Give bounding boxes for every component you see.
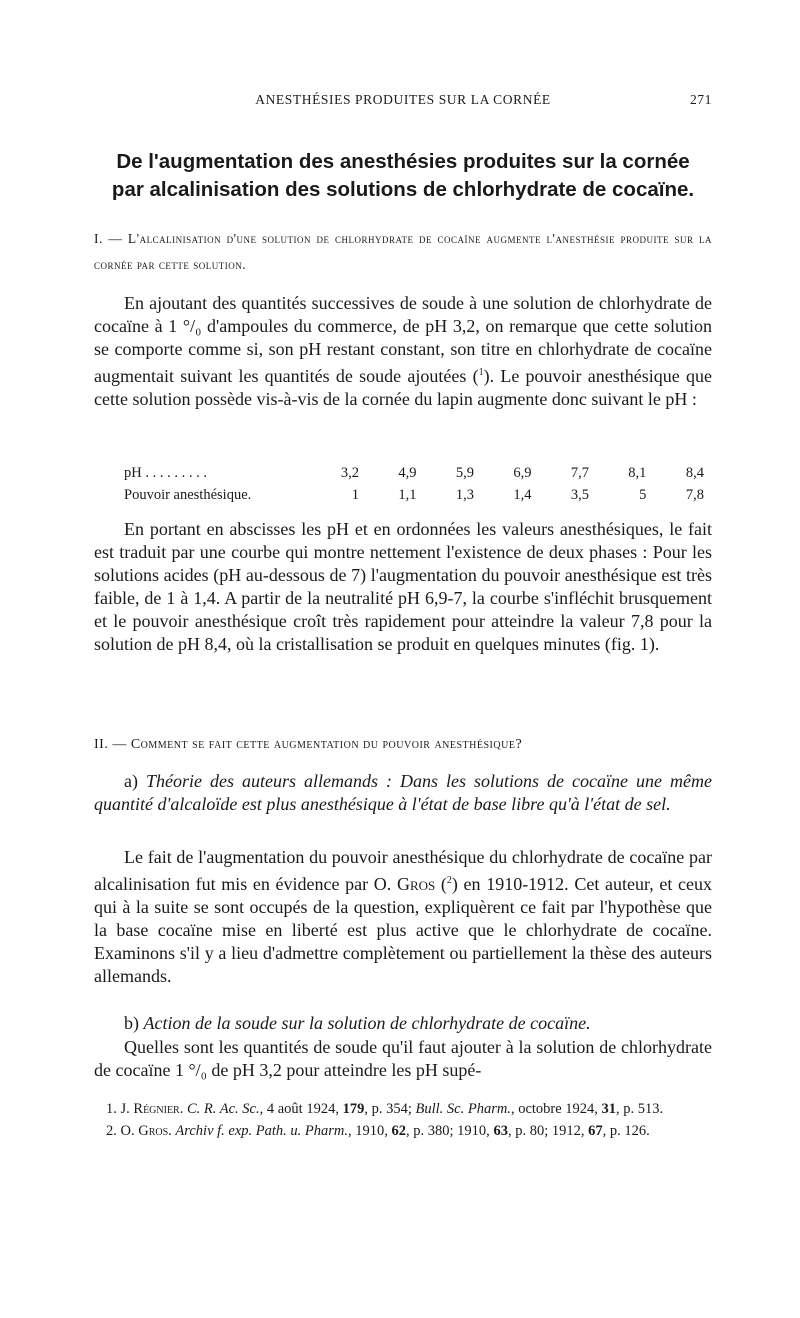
table-row-label: Pouvoir anesthésique.	[124, 487, 252, 503]
subsection-a-text: Théorie des auteurs allemands : Dans les solutions de cocaïne une même quantité d'alcaloïde est plus anesthésique à l'état de base libre qu'à l'état de sel.	[94, 771, 712, 814]
table-cell: 6,9	[513, 465, 532, 481]
footnote-volume: 31	[601, 1101, 617, 1117]
footnote-volume: 62	[391, 1123, 407, 1139]
table-cell: 1,1	[398, 487, 417, 503]
page-number: 271	[689, 92, 712, 107]
section-2-title: Comment se fait cette augmentation du pouvoir anesthésique?	[130, 737, 523, 752]
footnote-text: , 4 août 1924,	[259, 1101, 343, 1117]
table-row-ph	[124, 462, 704, 484]
footnote-text: , octobre 1924,	[510, 1101, 602, 1117]
footnote-number: 1.	[106, 1101, 117, 1117]
table-cell: 4,9	[398, 465, 417, 481]
table-row-anesthetic-power	[124, 484, 704, 506]
paragraph-1	[94, 292, 712, 411]
table-cell: 7,7	[570, 465, 589, 481]
footnote-text: , p. 513.	[616, 1101, 664, 1117]
running-head	[94, 92, 712, 112]
subsection-b-text: Action de la soude sur la solution de chlorhydrate de cocaïne.	[143, 1013, 591, 1033]
author-name: Gros	[396, 874, 436, 894]
footnote-open: (	[435, 874, 447, 894]
subsection-b-label: b)	[124, 1013, 139, 1033]
table-cell: 1,4	[513, 487, 532, 503]
section-1-title: L'alcalinisation d'une solution de chlorhydrate de cocaïne augmente l'anesthésie produite sur la cornée par cette solution.	[94, 231, 713, 272]
footnote-1	[94, 1098, 712, 1120]
table-cell: 8,4	[685, 465, 704, 481]
paragraph-2-text: En portant en abscisses les pH et en ordonnées les valeurs anesthésiques, le fait est traduit par une courbe qui montre nettement l'existence de deux phases : Pour les solutions acides (pH au-dessous de 7) l'augmentation du pouvoir anesthésique est très faible, de 1 à 1,4. A partir de la neutralité pH 6,9-7, la courbe s'infléchit brusquement et le pouvoir anesthésique croît très rapidement pour atteindre la valeur 7,8 pour la solution de pH 8,4, où la cristallisation se produit en quelques minutes (fig. 1).	[94, 519, 712, 654]
table-cell: 5	[639, 487, 647, 503]
ph-anesthesia-table	[124, 462, 704, 506]
footnote-ref-2: 2	[446, 875, 452, 886]
table-cell: 7,8	[685, 487, 704, 503]
subsection-a	[94, 770, 712, 816]
section-1-numeral: I. —	[94, 231, 123, 246]
footnote-author: O. Gros.	[120, 1123, 172, 1139]
table-cell: 1	[351, 487, 359, 503]
footnote-volume: 63	[493, 1123, 508, 1139]
table-cell: 1,3	[455, 487, 474, 503]
subsection-a-label: a)	[124, 771, 138, 791]
footnote-journal: Archiv f. exp. Path. u. Pharm.	[175, 1123, 349, 1139]
section-2-numeral: II. —	[94, 737, 127, 752]
footnote-text: , p. 354;	[364, 1101, 416, 1117]
footnote-2	[94, 1120, 712, 1142]
footnote-number: 2.	[106, 1123, 117, 1139]
footnote-volume: 67	[588, 1123, 603, 1139]
article-title	[94, 148, 712, 204]
paragraph-1-text: En ajoutant des quantités successives de soude à une solution de chlorhydrate de cocaïne à 1 °/₀ d'ampoules du commerce, de pH 3,2, on remarque que cette solution se comporte comme si, son pH restant constant, son titre en chlorhydrate de cocaïne augmentait suivant les quantités de soude ajoutées (	[94, 293, 712, 386]
footnote-text: , p. 126.	[602, 1123, 650, 1139]
footnote-volume: 179	[342, 1101, 365, 1117]
paragraph-4-text: Quelles sont les quantités de soude qu'il faut ajouter à la solution de chlorhydrate de cocaïne 1 °/₀ de pH 3,2 pour atteindre les pH supé-	[94, 1037, 712, 1080]
table-cell: 3,5	[570, 487, 589, 503]
paragraph-3-text: Le fait de l'augmentation du pouvoir anesthésique du chlorhydrate de cocaïne par alcalinisation fut mis en évidence par O.	[94, 847, 712, 894]
paragraph-3-text-end: ) en 1910-1912. Cet auteur, et ceux qui à la suite se sont occupés de la question, expliquèrent ce fait par l'hypothèse que la base cocaïne mise en liberté est plus active que le chlorhydrate de cocaïne. Examinons s'il y a lieu d'admettre complètement ou partiellement la thèse des auteurs allemands.	[94, 874, 712, 986]
running-head-title: ANESTHÉSIES PRODUITES SUR LA CORNÉE	[255, 92, 551, 107]
footnote-text: , p. 80; 1912,	[507, 1123, 589, 1139]
paragraph-3	[94, 846, 712, 988]
subsection-b	[94, 1012, 712, 1035]
footnote-journal: Bull. Sc. Pharm.	[415, 1101, 511, 1117]
paragraph-4	[94, 1036, 712, 1082]
table-cell: 5,9	[455, 465, 474, 481]
table-cell: 3,2	[340, 465, 359, 481]
table-cell: 8,1	[628, 465, 647, 481]
table-row-label: pH . . . . . . . . .	[124, 465, 207, 481]
footnote-author: J. Régnier.	[120, 1101, 184, 1117]
footnote-text: , 1910,	[348, 1123, 392, 1139]
paragraph-1-text-end: ). Le pouvoir anesthésique que cette solution possède vis-à-vis de la cornée du lapin augmente donc suivant le pH :	[94, 366, 712, 409]
footnote-journal: C. R. Ac. Sc.	[186, 1101, 260, 1117]
section-1-heading	[94, 226, 712, 278]
paragraph-2	[94, 518, 712, 656]
footnote-ref-1: 1	[478, 367, 484, 378]
section-2-heading	[94, 732, 712, 758]
footnotes	[94, 1098, 712, 1142]
article-title-line-2: par alcalinisation des solutions de chlorhydrate de cocaïne.	[111, 178, 695, 201]
footnote-text: , p. 380; 1910,	[406, 1123, 494, 1139]
article-title-line-1: De l'augmentation des anesthésies produites sur la cornée	[116, 150, 690, 173]
